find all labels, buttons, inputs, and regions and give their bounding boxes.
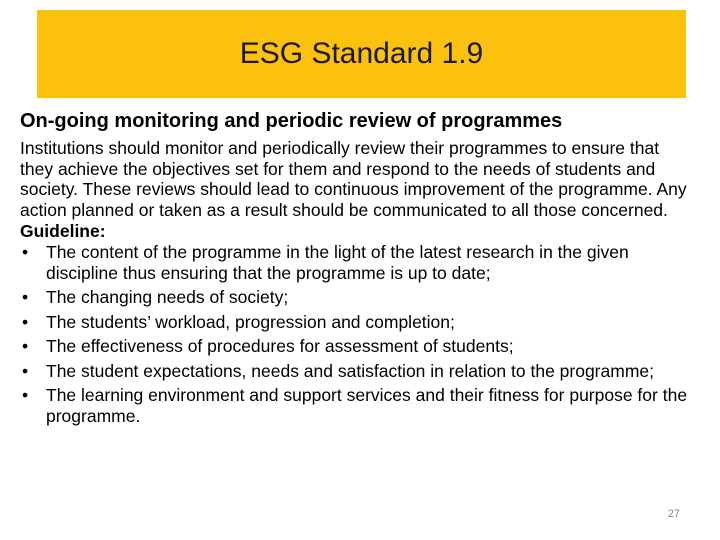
list-item-text: The students’ workload, progression and completion;: [46, 311, 455, 332]
list-item: [20, 312, 690, 333]
title-band: [37, 10, 686, 98]
bullet-icon: •: [22, 311, 29, 332]
list-item: [20, 336, 690, 357]
list-item-text: The student expectations, needs and satisfaction in relation to the programme;: [46, 360, 654, 381]
list-item-text: The changing needs of society;: [46, 287, 289, 307]
list-item: [20, 242, 690, 283]
guideline-list: [20, 242, 690, 426]
guideline-label: Guideline:: [20, 221, 106, 241]
bullet-icon: •: [22, 287, 29, 307]
list-item-text: The learning environment and support services and their fitness for purpose for the programme.: [46, 385, 688, 426]
bullet-icon: •: [22, 336, 29, 356]
slide-content: [20, 108, 690, 430]
list-item: [20, 361, 690, 382]
list-item: [20, 287, 690, 308]
list-item-text: The content of the programme in the light of the latest research in the given discipline thus ensuring that the programme is up to date;: [46, 242, 629, 283]
slide-title: ESG Standard 1.9: [239, 37, 484, 70]
section-subtitle: On-going monitoring and periodic review of programmes: [20, 110, 563, 132]
bullet-icon: •: [22, 360, 29, 381]
intro-paragraph: Institutions should monitor and periodically review their programmes to ensure that they achieve the objectives set for them and respond to the needs of students and society. These reviews should lead to continuous improvement of the programme. Any action planned or taken as a result should be communicated to all those concerned.: [20, 138, 687, 220]
bullet-icon: •: [22, 385, 29, 405]
page-number: 27: [667, 508, 680, 520]
list-item: [20, 385, 690, 426]
list-item-text: The effectiveness of procedures for assessment of students;: [46, 336, 514, 356]
bullet-icon: •: [22, 242, 29, 262]
